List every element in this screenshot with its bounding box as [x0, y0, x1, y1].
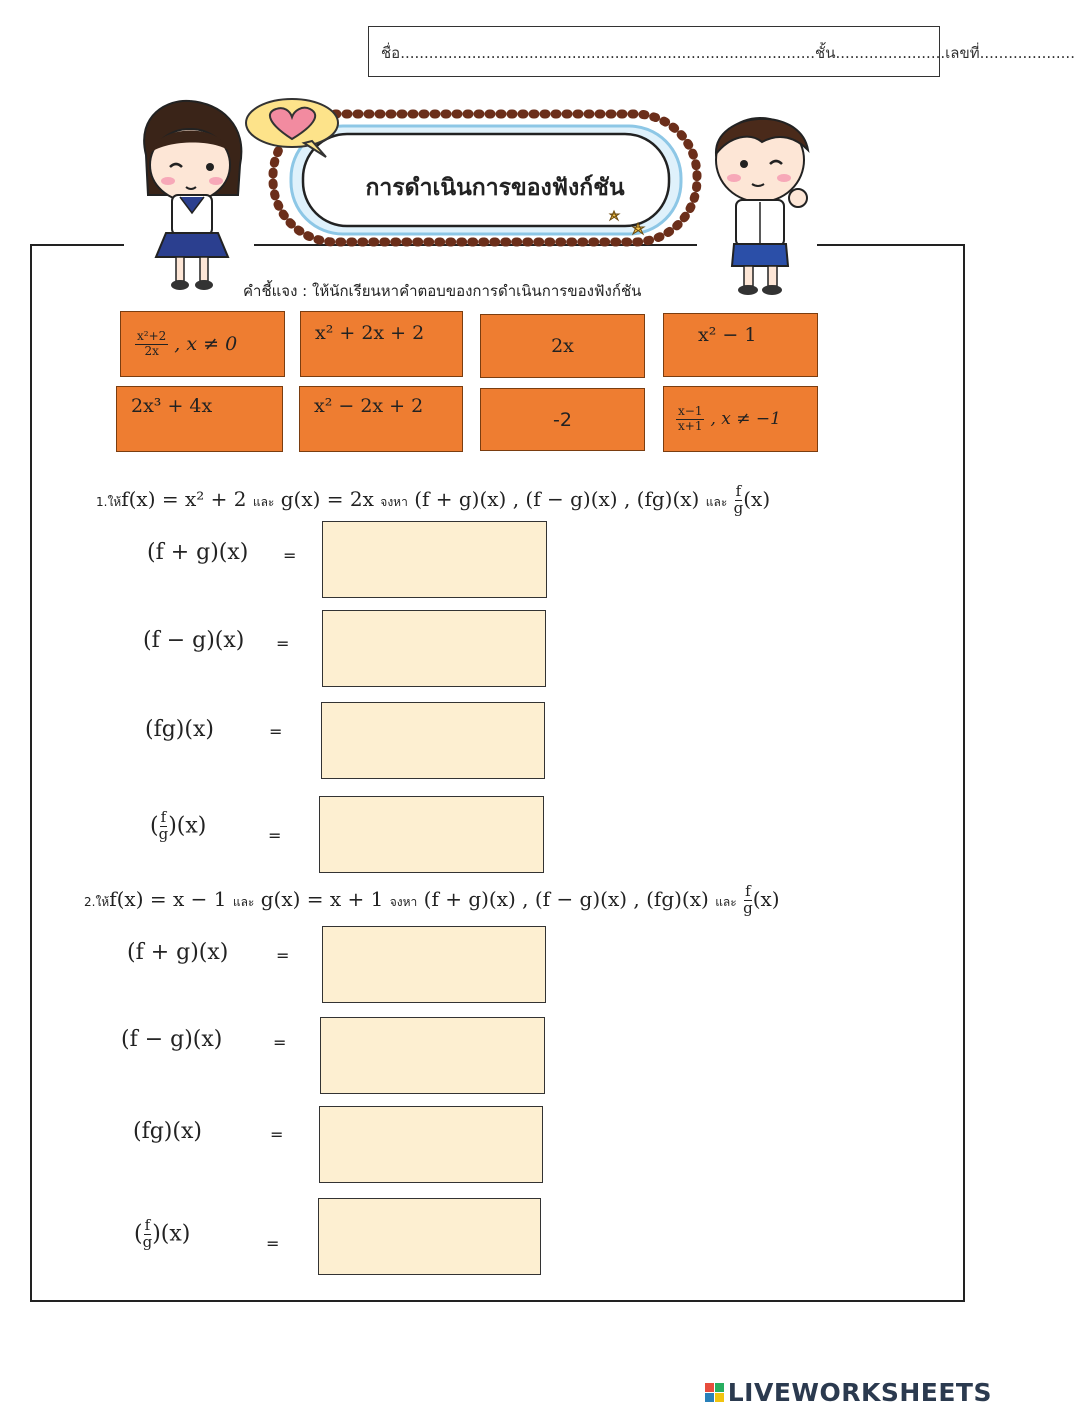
- q2-answer-product[interactable]: [319, 1106, 543, 1183]
- q1-answer-quotient[interactable]: [319, 796, 544, 873]
- liveworksheets-logo-icon: [705, 1383, 724, 1402]
- q1-eq-sum: =: [283, 546, 297, 565]
- name-label: ชื่อ: [381, 44, 401, 62]
- tile-1-fraction: $\frac{\text{x²+2}}{2x}$: [137, 329, 167, 358]
- q1-answer-product[interactable]: [321, 702, 545, 779]
- liveworksheets-logo: LIVEWORKSHEETS: [705, 1378, 992, 1407]
- answer-tile-1[interactable]: $\frac{\text{x²+2}}{2x}$ , x ≠ 0: [120, 311, 285, 377]
- q2-eq-diff: =: [273, 1033, 287, 1052]
- answer-tile-5[interactable]: 2x³ + 4x: [116, 386, 283, 452]
- girl-student-illustration: [128, 95, 253, 293]
- q2-label-product: (fg)(x): [133, 1119, 202, 1144]
- q2-eq-sum: =: [276, 946, 290, 965]
- answer-tile-8[interactable]: $\frac{x-1}{x+1}$ , x ≠ −1: [663, 386, 818, 452]
- question-2-text: 2.ให้f(x) = x − 1 และ g(x) = x + 1 จงหา (f + g)(x) , (f − g)(x) , (fg)(x) และ $\frac{f}{g}$ (x): [84, 882, 780, 917]
- question-1-text: 1.ให้f(x) = x² + 2 และ g(x) = 2x จงหา (f + g)(x) , (f − g)(x) , (fg)(x) และ $\frac{f}{g}$ (x): [96, 482, 771, 517]
- student-info-box: ชื่อ.......................................................................................ชั้น.......................เลขที่....................: [368, 26, 940, 77]
- tile-8-fraction: $\frac{x-1}{x+1}$: [678, 404, 703, 433]
- answer-tile-6[interactable]: x² − 2x + 2: [299, 386, 463, 452]
- q2-eq-product: =: [270, 1125, 284, 1144]
- page-title: การดำเนินการของฟังก์ชัน: [365, 175, 625, 201]
- answer-tile-4[interactable]: x² − 1: [663, 313, 818, 377]
- q1-eq-diff: =: [276, 634, 290, 653]
- boy-student-illustration: [700, 98, 825, 298]
- q2-label-sum: (f + g)(x): [127, 940, 229, 965]
- q1-answer-diff[interactable]: [322, 610, 546, 687]
- answer-tile-3[interactable]: 2x: [480, 314, 645, 378]
- answer-tile-7[interactable]: -2: [480, 388, 645, 451]
- q1-label-diff: (f − g)(x): [143, 628, 245, 653]
- q1-label-product: (fg)(x): [145, 717, 214, 742]
- q1-label-sum: (f + g)(x): [147, 540, 249, 565]
- q1-answer-sum[interactable]: [322, 521, 547, 598]
- q2-answer-quotient[interactable]: [318, 1198, 541, 1275]
- heart-bubble-icon: [240, 95, 348, 161]
- q1-eq-product: =: [269, 722, 283, 741]
- instruction-text: คำชี้แจง : ให้นักเรียนหาคำตอบของการดำเนินการของฟังก์ชัน: [243, 282, 642, 300]
- q2-label-quotient: ( $\frac{f}{g}$ )(x): [134, 1216, 191, 1251]
- class-label: ชั้น: [815, 44, 836, 62]
- q2-answer-sum[interactable]: [322, 926, 546, 1003]
- q2-label-diff: (f − g)(x): [121, 1027, 223, 1052]
- q2-eq-quotient: =: [266, 1234, 280, 1253]
- q2-answer-diff[interactable]: [320, 1017, 545, 1094]
- number-label: เลขที่: [945, 44, 980, 62]
- q1-label-quotient: ( $\frac{f}{g}$ )(x): [150, 808, 207, 843]
- q1-eq-quotient: =: [268, 826, 282, 845]
- answer-tile-2[interactable]: x² + 2x + 2: [300, 311, 463, 377]
